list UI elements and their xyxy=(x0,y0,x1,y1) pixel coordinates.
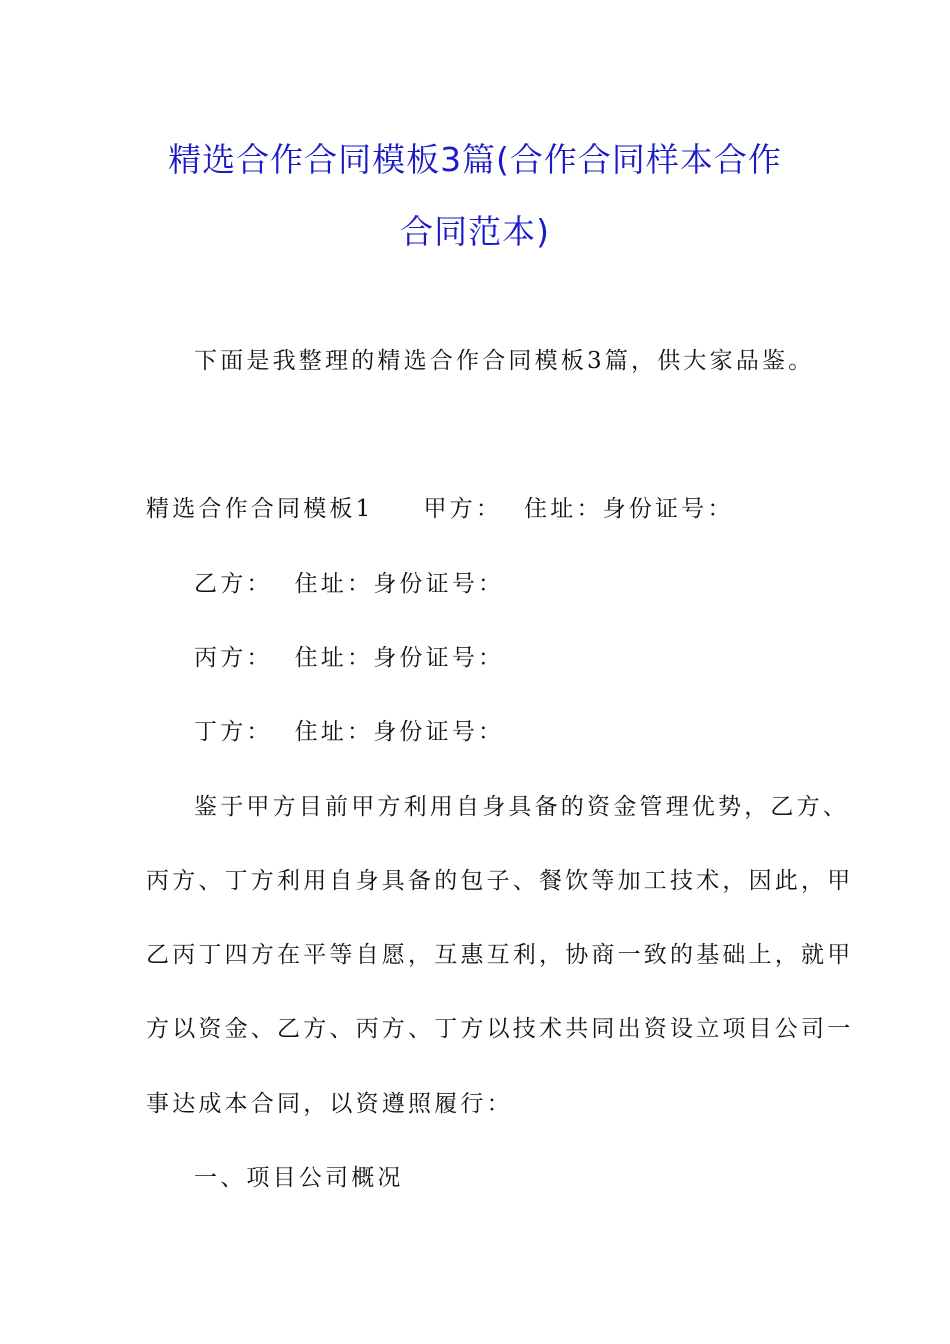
body-line-2: 丙方、丁方利用自身具备的包子、餐饮等加工技术，因此，甲 xyxy=(146,868,854,894)
party-a-address-label: 住址： xyxy=(524,496,603,522)
party-d-address-label: 住址： xyxy=(294,719,374,745)
party-d-line xyxy=(194,717,504,747)
party-a-line xyxy=(146,494,734,524)
clause-heading-1: 一、项目公司概况 xyxy=(194,1165,404,1191)
party-a-id-label: 身份证号： xyxy=(602,496,734,522)
party-c-address-label: 住址： xyxy=(294,645,374,671)
party-b-id-label: 身份证号： xyxy=(373,571,505,597)
party-b-label: 乙方： xyxy=(194,571,273,597)
body-line-1: 鉴于甲方目前甲方利用自身具备的资金管理优势，乙方、 xyxy=(194,794,849,820)
body-line-4: 方以资金、乙方、丙方、丁方以技术共同出资设立项目公司一 xyxy=(146,1016,854,1042)
party-c-id-label: 身份证号： xyxy=(373,645,505,671)
party-b-address-label: 住址： xyxy=(294,571,374,597)
body-line-3: 乙丙丁四方在平等自愿，互惠互利，协商一致的基础上，就甲 xyxy=(146,942,854,968)
party-d-label: 丁方： xyxy=(194,719,273,745)
intro-paragraph: 下面是我整理的精选合作合同模板3篇，供大家品鉴。 xyxy=(194,348,815,374)
party-c-line xyxy=(194,643,504,673)
party-a-label: 甲方： xyxy=(423,496,503,522)
document-title-line-1: 精选合作合同模板3篇(合作合同样本合作 xyxy=(168,140,782,179)
party-c-label: 丙方： xyxy=(194,645,273,671)
party-b-line xyxy=(194,569,504,599)
section-heading: 精选合作合同模板1 xyxy=(146,496,374,522)
party-d-id-label: 身份证号： xyxy=(373,719,505,745)
document-title-line-2: 合同范本) xyxy=(400,212,550,251)
body-line-5: 事达成本合同，以资遵照履行： xyxy=(146,1091,513,1117)
